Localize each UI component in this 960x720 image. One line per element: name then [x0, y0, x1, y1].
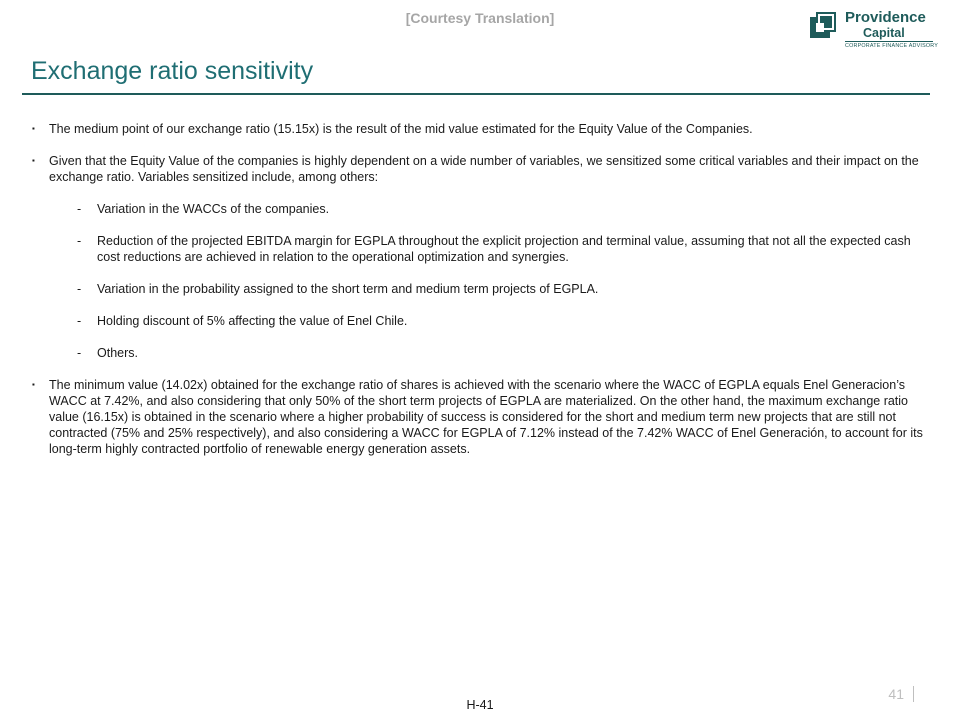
footer-document-code: H-41 — [466, 698, 494, 712]
sub-item-others — [30, 345, 932, 361]
dash-marker: - — [77, 234, 82, 248]
sub-item-holding-discount — [30, 313, 932, 329]
courtesy-translation-label: [Courtesy Translation] — [405, 10, 555, 26]
dash-marker: - — [77, 202, 82, 216]
sub-item-wacc-variation — [30, 201, 932, 217]
sub-item-text: Holding discount of 5% affecting the value of Enel Chile. — [97, 314, 408, 328]
bullet-text: The minimum value (14.02x) obtained for the exchange ratio of shares is achieved with the scenario where the WACC of EGPLA equals Enel Generacion’s WACC at 7.42%, and also considering that only 50% of the short term projects of EGPLA are materialized. On the other hand, the maximum exchange ratio value (16.15x) is obtained in the scenario where a higher probability of success is considered for the short and medium term new projects that are still not contracted (75% and 25% respectively), and also considering a WACC for EGPLA of 7.12% instead of the 7.42% WACC of Enel Generación, to account for its long-term highly contracted portfolio of renewable energy generation assets. — [49, 378, 923, 456]
bullet-item-medium-point — [30, 121, 932, 137]
sub-item-text: Variation in the probability assigned to the short term and medium term projects of EGPLA. — [97, 282, 599, 296]
sub-item-text: Variation in the WACCs of the companies. — [97, 202, 330, 216]
dash-marker: - — [77, 346, 82, 360]
page-title: Exchange ratio sensitivity — [31, 57, 314, 85]
dash-marker: - — [77, 282, 82, 296]
page-number-divider — [913, 686, 914, 702]
sub-item-ebitda-reduction — [30, 233, 932, 265]
bullet-text: Given that the Equity Value of the companies is highly dependent on a wide number of variables, we sensitized some critical variables and their impact on the exchange ratio. Variables sensitized include, among others: — [49, 154, 919, 184]
dash-marker: - — [77, 314, 82, 328]
logo-divider — [845, 41, 933, 42]
bullet-item-sensitized-variables — [30, 153, 932, 185]
square-bullet-icon: ▪ — [32, 380, 35, 389]
logo-wordmark — [845, 10, 938, 49]
slide-body — [30, 121, 932, 473]
square-bullet-icon: ▪ — [32, 156, 35, 165]
title-divider — [22, 93, 930, 95]
sub-item-text: Others. — [97, 346, 138, 360]
logo-tagline: CORPORATE FINANCE ADVISORY — [845, 43, 939, 49]
square-bullet-icon: ▪ — [32, 124, 35, 133]
page-number: 41 — [888, 686, 904, 702]
logo-name: Providence — [845, 9, 926, 26]
logo-mark-icon — [810, 12, 836, 38]
bullet-text: The medium point of our exchange ratio (15.15x) is the result of the mid value estimated for the Equity Value of the Companies. — [49, 122, 753, 136]
sub-item-text: Reduction of the projected EBITDA margin for EGPLA throughout the explicit projection and terminal value, assuming that not all the expected cash cost reductions are achieved in relation to the operational optimization and synergies. — [97, 234, 911, 264]
providence-capital-logo — [810, 9, 939, 49]
bullet-item-min-max-values — [30, 377, 932, 457]
logo-subname: Capital — [863, 26, 905, 40]
sub-item-probability-variation — [30, 281, 932, 297]
